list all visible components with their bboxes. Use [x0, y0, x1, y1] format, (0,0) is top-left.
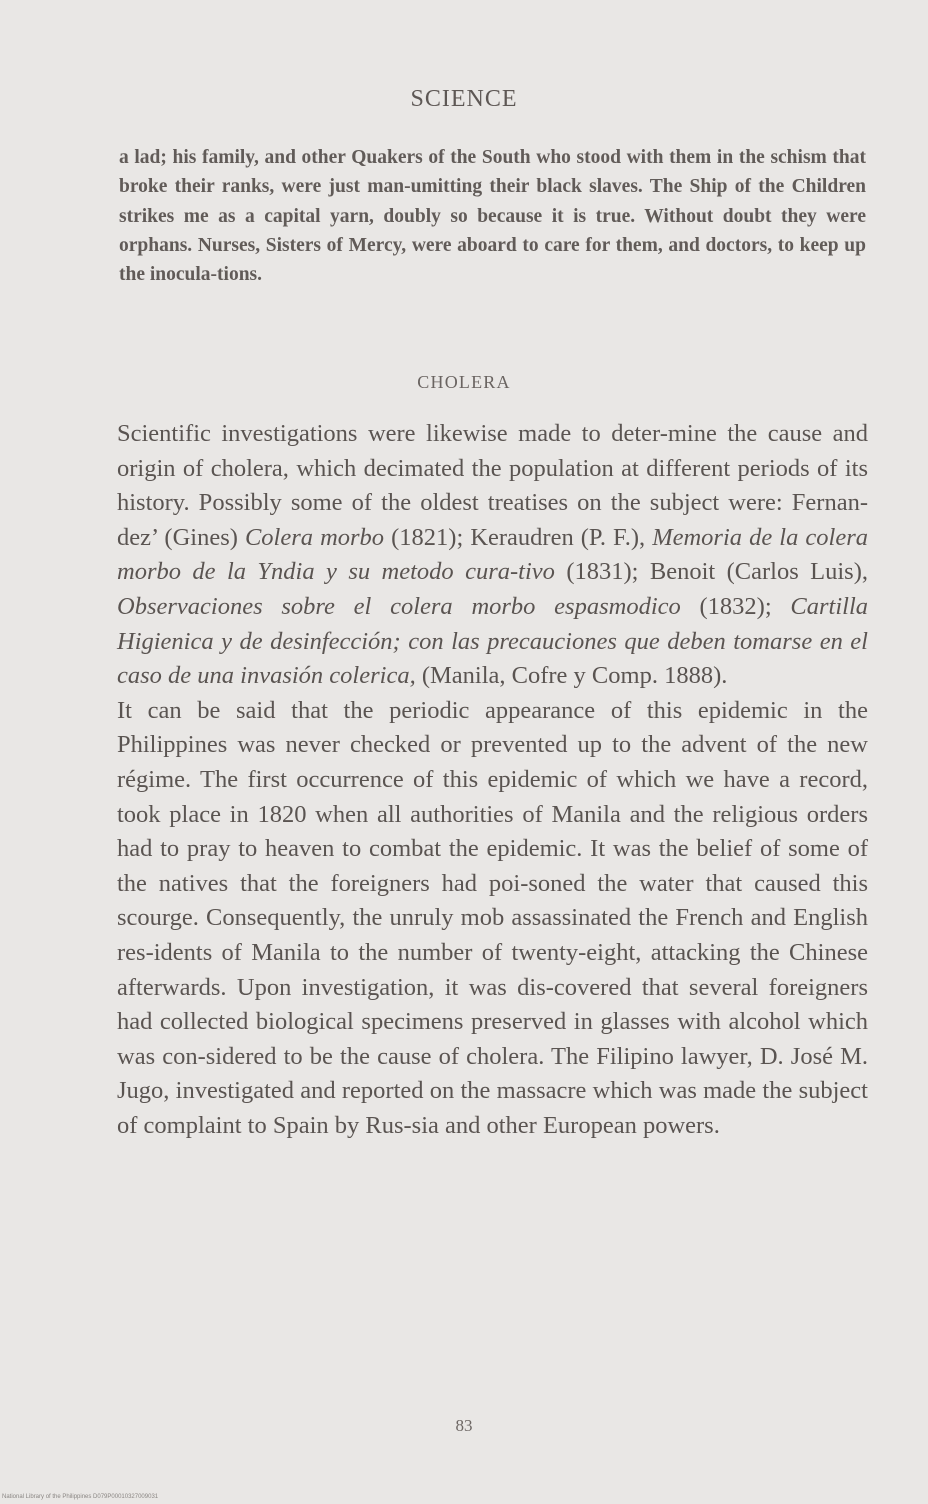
- page-number: 83: [455, 1416, 473, 1435]
- section-title: CHOLERA: [417, 372, 511, 392]
- book-title: Colera morbo: [244, 523, 385, 551]
- paragraph-text: (1831); Benoit (Carlos Luis),: [554, 558, 868, 586]
- book-title: Cartilla Higienica y de desinfección; con las precauciones que deben tomarse en el caso de una invasión colerica,: [117, 592, 869, 690]
- running-head: SCIENCE: [410, 86, 518, 112]
- block-quote: a lad; his family, and other Quakers of the South who stood with them in the schism that broke their ranks, were just man-umitting their black slaves. The Ship of the Children strikes me as a capital yarn, doubly so because it is true. Without doubt they were orphans. Nurses, Sisters of Mercy, were aboard to care for them, and doctors, to keep up the inocula-tions.: [119, 147, 866, 286]
- paragraph-text: (1821); Keraudren (P. F.),: [384, 523, 653, 551]
- paragraph-cholera-treatises: [117, 417, 868, 694]
- paragraph-epidemic-history: It can be said that the periodic appearance of this epidemic in the Philippines was never checked or prevented up to the advent of the new régime. The first occurrence of this epidemic of which we have a record, took place in 1820 when all authorities of Manila and the religious orders had to pray to heaven to combat the epidemic. It was the belief of some of the natives that the foreigners had poi-soned the water that caused this scourge. Consequently, the unruly mob assassinated the French and English res-idents of Manila to the number of twenty-eight, attacking the Chinese afterwards. Upon investigation, it was dis-covered that several foreigners had collected biological specimens preserved in glasses with alcohol which was con-sidered to be the cause of cholera. The Filipino lawyer, D. José M. Jugo, investigated and reported on the massacre which was made the subject of complaint to Spain by Rus-sia and other European powers.: [117, 696, 868, 1139]
- paragraph-text: (1832);: [680, 592, 791, 620]
- paragraph-text: Scientific investigations were likewise made to deter-mine the cause and origin of cholera, which decimated the population at different periods of its history. Possibly some of the oldest treatises on the subject were: Fernan-dez’ (Gines): [117, 420, 868, 551]
- body-text: [117, 417, 868, 1143]
- paragraph-text: (Manila, Cofre y Comp. 1888).: [415, 662, 728, 690]
- book-title: Observaciones sobre el colera morbo espasmodico: [117, 592, 681, 620]
- book-title: Memoria de la colera morbo de la Yndia y su metodo cura-tivo: [117, 523, 868, 586]
- footer-credit: National Library of the Philippines D079P00010327009031: [2, 1494, 159, 1500]
